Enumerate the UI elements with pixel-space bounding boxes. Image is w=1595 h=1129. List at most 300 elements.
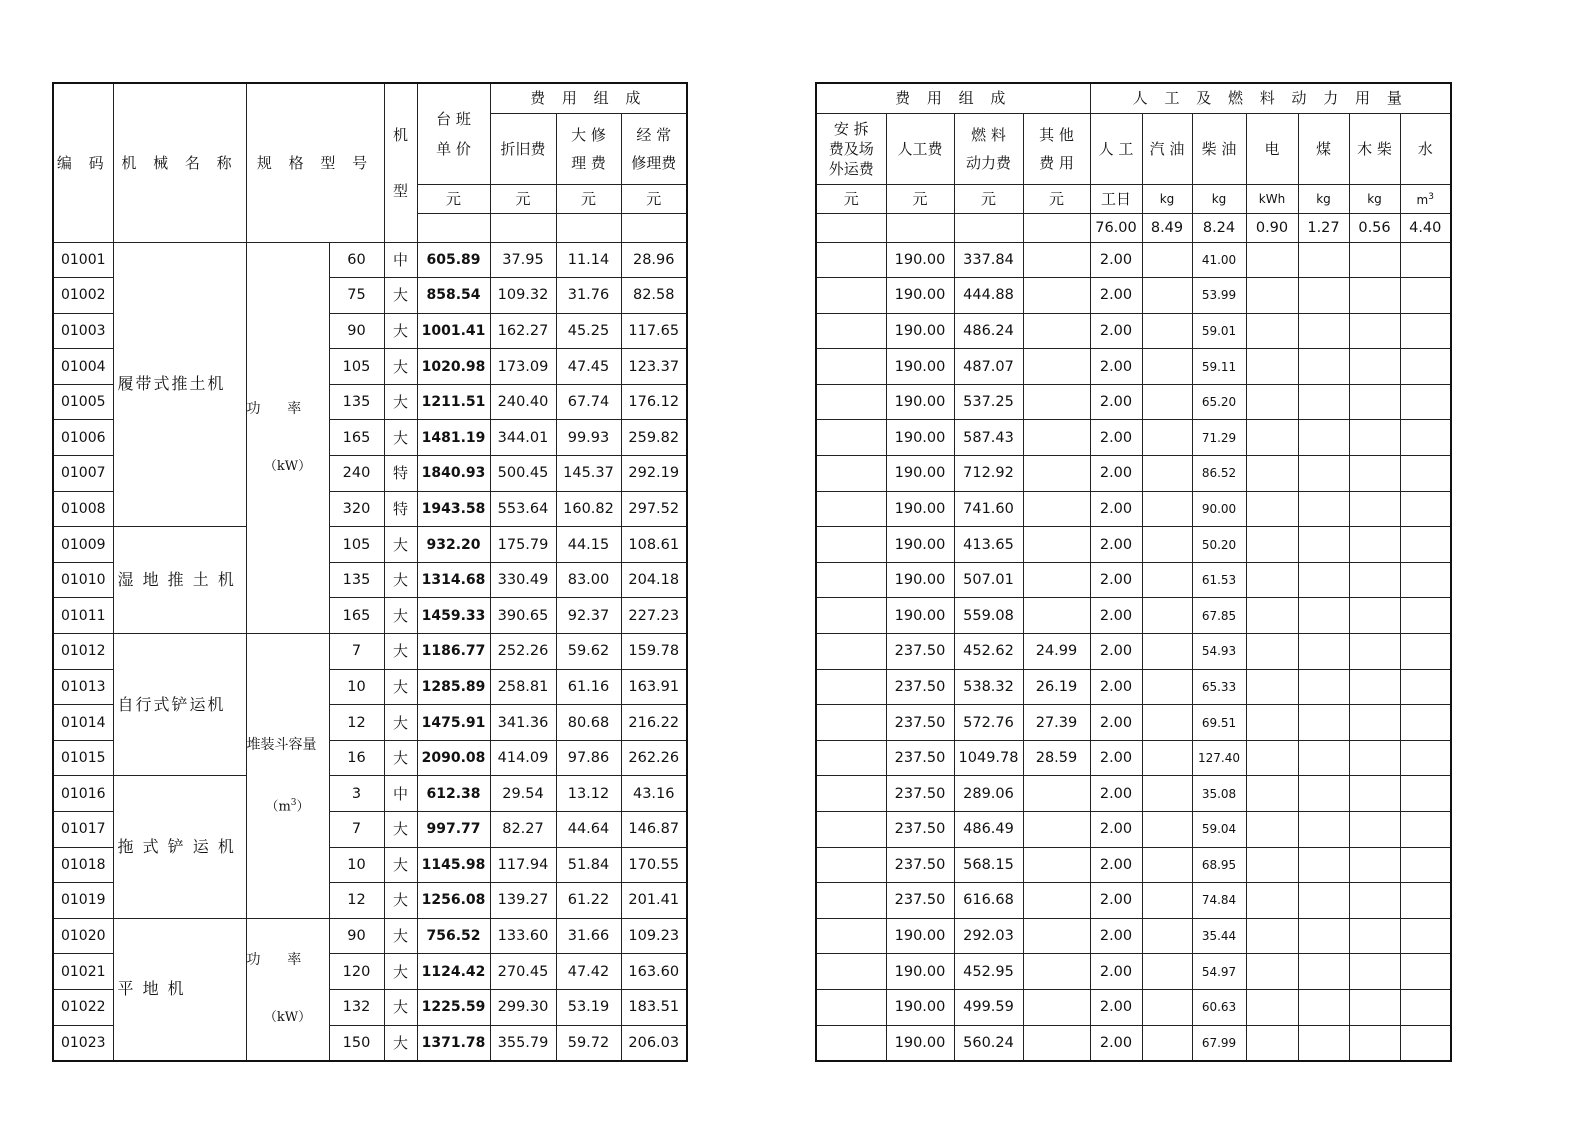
other-line-2: 费 用 bbox=[1039, 153, 1074, 172]
row-code: 01006 bbox=[53, 420, 113, 456]
row-code: 01015 bbox=[53, 740, 113, 776]
row-water bbox=[1400, 349, 1451, 385]
row-coal bbox=[1298, 456, 1349, 492]
row-workday: 2.00 bbox=[1090, 1025, 1142, 1061]
header-other-fee bbox=[1023, 113, 1090, 184]
row-repair: 201.41 bbox=[621, 883, 687, 919]
row-unit-price: 612.38 bbox=[417, 776, 490, 812]
row-install-fee bbox=[816, 918, 886, 954]
row-other-fee bbox=[1023, 812, 1090, 848]
unit-price-diesel: 8.24 bbox=[1192, 213, 1246, 242]
header-labor-fee: 人工费 bbox=[886, 113, 954, 184]
row-install-fee bbox=[816, 954, 886, 990]
row-repair: 204.18 bbox=[621, 562, 687, 598]
row-unit-price: 858.54 bbox=[417, 278, 490, 314]
row-gasoline bbox=[1142, 278, 1192, 314]
spec-unit-sup: 3 bbox=[290, 797, 297, 808]
row-type: 大 bbox=[384, 812, 417, 848]
table-row bbox=[816, 883, 1451, 919]
row-coal bbox=[1298, 598, 1349, 634]
row-size: 75 bbox=[329, 278, 384, 314]
row-size: 3 bbox=[329, 776, 384, 812]
row-electricity bbox=[1246, 847, 1298, 883]
row-labor-fee: 190.00 bbox=[886, 420, 954, 456]
row-water bbox=[1400, 562, 1451, 598]
row-depreciation: 109.32 bbox=[490, 278, 556, 314]
row-labor-fee: 237.50 bbox=[886, 740, 954, 776]
spec-unit bbox=[247, 774, 329, 836]
row-labor-fee: 190.00 bbox=[886, 456, 954, 492]
table-row bbox=[816, 527, 1451, 563]
row-coal bbox=[1298, 634, 1349, 670]
row-type: 中 bbox=[384, 776, 417, 812]
row-code: 01016 bbox=[53, 776, 113, 812]
row-unit-price: 1211.51 bbox=[417, 384, 490, 420]
unit-yuan: 元 bbox=[816, 184, 886, 213]
row-overhaul: 99.93 bbox=[556, 420, 621, 456]
unit-yuan: 元 bbox=[886, 184, 954, 213]
row-firewood bbox=[1349, 989, 1400, 1025]
row-fuel-fee: 568.15 bbox=[954, 847, 1023, 883]
row-depreciation: 355.79 bbox=[490, 1025, 556, 1061]
row-gasoline bbox=[1142, 847, 1192, 883]
row-size: 7 bbox=[329, 634, 384, 670]
row-workday: 2.00 bbox=[1090, 989, 1142, 1025]
row-depreciation: 133.60 bbox=[490, 918, 556, 954]
header-code: 编 码 bbox=[53, 83, 113, 242]
row-electricity bbox=[1246, 918, 1298, 954]
unit-kg: kg bbox=[1349, 184, 1400, 213]
table-row bbox=[816, 562, 1451, 598]
row-gasoline bbox=[1142, 384, 1192, 420]
row-workday: 2.00 bbox=[1090, 491, 1142, 527]
table-row bbox=[53, 634, 687, 670]
row-type: 大 bbox=[384, 954, 417, 990]
header-gasoline: 汽 油 bbox=[1142, 113, 1192, 184]
unit-price-line-1: 台 班 bbox=[436, 109, 471, 128]
row-size: 60 bbox=[329, 242, 384, 278]
row-other-fee bbox=[1023, 349, 1090, 385]
row-fuel-fee: 537.25 bbox=[954, 384, 1023, 420]
unit-price-electricity: 0.90 bbox=[1246, 213, 1298, 242]
row-size: 165 bbox=[329, 598, 384, 634]
row-repair: 206.03 bbox=[621, 1025, 687, 1061]
row-labor-fee: 190.00 bbox=[886, 349, 954, 385]
row-code: 01003 bbox=[53, 313, 113, 349]
row-firewood bbox=[1349, 242, 1400, 278]
row-coal bbox=[1298, 349, 1349, 385]
row-fuel-fee: 560.24 bbox=[954, 1025, 1023, 1061]
row-repair: 163.60 bbox=[621, 954, 687, 990]
blank-cell bbox=[621, 213, 687, 242]
row-water bbox=[1400, 954, 1451, 990]
row-electricity bbox=[1246, 740, 1298, 776]
fuel-line-1: 燃 料 bbox=[971, 125, 1006, 144]
row-diesel: 50.20 bbox=[1192, 527, 1246, 563]
row-repair: 146.87 bbox=[621, 812, 687, 848]
blank-cell bbox=[954, 213, 1023, 242]
row-unit-price: 1314.68 bbox=[417, 562, 490, 598]
row-firewood bbox=[1349, 384, 1400, 420]
row-other-fee bbox=[1023, 527, 1090, 563]
row-fuel-fee: 289.06 bbox=[954, 776, 1023, 812]
row-repair: 82.58 bbox=[621, 278, 687, 314]
row-firewood bbox=[1349, 634, 1400, 670]
row-overhaul: 51.84 bbox=[556, 847, 621, 883]
row-other-fee bbox=[1023, 420, 1090, 456]
row-size: 12 bbox=[329, 883, 384, 919]
row-fuel-fee: 507.01 bbox=[954, 562, 1023, 598]
row-unit-price: 1481.19 bbox=[417, 420, 490, 456]
row-size: 320 bbox=[329, 491, 384, 527]
row-labor-fee: 190.00 bbox=[886, 989, 954, 1025]
header-labor-group: 人 工 及 燃 料 动 力 用 量 bbox=[1090, 83, 1451, 113]
row-labor-fee: 190.00 bbox=[886, 1025, 954, 1061]
row-diesel: 86.52 bbox=[1192, 456, 1246, 492]
row-diesel: 41.00 bbox=[1192, 242, 1246, 278]
row-install-fee bbox=[816, 384, 886, 420]
row-water bbox=[1400, 384, 1451, 420]
header-coal: 煤 bbox=[1298, 113, 1349, 184]
row-gasoline bbox=[1142, 349, 1192, 385]
row-repair: 109.23 bbox=[621, 918, 687, 954]
row-diesel: 90.00 bbox=[1192, 491, 1246, 527]
row-install-fee bbox=[816, 313, 886, 349]
row-code: 01022 bbox=[53, 989, 113, 1025]
row-size: 135 bbox=[329, 562, 384, 598]
row-repair: 292.19 bbox=[621, 456, 687, 492]
row-code: 01013 bbox=[53, 669, 113, 705]
row-labor-fee: 237.50 bbox=[886, 776, 954, 812]
row-gasoline bbox=[1142, 705, 1192, 741]
row-unit-price: 1840.93 bbox=[417, 456, 490, 492]
header-firewood: 木 柴 bbox=[1349, 113, 1400, 184]
row-electricity bbox=[1246, 954, 1298, 990]
repair-line-1: 经 常 bbox=[636, 125, 672, 144]
blank-cell bbox=[1023, 213, 1090, 242]
row-depreciation: 344.01 bbox=[490, 420, 556, 456]
row-install-fee bbox=[816, 278, 886, 314]
row-overhaul: 61.16 bbox=[556, 669, 621, 705]
row-code: 01001 bbox=[53, 242, 113, 278]
row-labor-fee: 237.50 bbox=[886, 634, 954, 670]
row-install-fee bbox=[816, 705, 886, 741]
row-fuel-fee: 572.76 bbox=[954, 705, 1023, 741]
row-unit-price: 1020.98 bbox=[417, 349, 490, 385]
row-water bbox=[1400, 456, 1451, 492]
unit-m-label: m bbox=[1416, 193, 1429, 207]
row-fuel-fee: 444.88 bbox=[954, 278, 1023, 314]
table-row bbox=[816, 740, 1451, 776]
row-fuel-fee: 413.65 bbox=[954, 527, 1023, 563]
row-water bbox=[1400, 989, 1451, 1025]
unit-kg: kg bbox=[1298, 184, 1349, 213]
row-depreciation: 240.40 bbox=[490, 384, 556, 420]
row-electricity bbox=[1246, 384, 1298, 420]
row-electricity bbox=[1246, 349, 1298, 385]
row-size: 150 bbox=[329, 1025, 384, 1061]
row-diesel: 127.40 bbox=[1192, 740, 1246, 776]
row-size: 105 bbox=[329, 527, 384, 563]
row-repair: 117.65 bbox=[621, 313, 687, 349]
row-type: 大 bbox=[384, 883, 417, 919]
row-depreciation: 29.54 bbox=[490, 776, 556, 812]
row-unit-price: 1256.08 bbox=[417, 883, 490, 919]
row-depreciation: 175.79 bbox=[490, 527, 556, 563]
row-type: 大 bbox=[384, 349, 417, 385]
row-labor-fee: 237.50 bbox=[886, 883, 954, 919]
row-other-fee bbox=[1023, 242, 1090, 278]
row-code: 01007 bbox=[53, 456, 113, 492]
row-coal bbox=[1298, 313, 1349, 349]
row-code: 01002 bbox=[53, 278, 113, 314]
row-coal bbox=[1298, 883, 1349, 919]
row-install-fee bbox=[816, 669, 886, 705]
row-repair: 170.55 bbox=[621, 847, 687, 883]
row-electricity bbox=[1246, 669, 1298, 705]
row-fuel-fee: 741.60 bbox=[954, 491, 1023, 527]
row-gasoline bbox=[1142, 954, 1192, 990]
row-coal bbox=[1298, 812, 1349, 848]
row-coal bbox=[1298, 1025, 1349, 1061]
row-water bbox=[1400, 847, 1451, 883]
row-install-fee bbox=[816, 420, 886, 456]
row-workday: 2.00 bbox=[1090, 634, 1142, 670]
table-row bbox=[816, 242, 1451, 278]
row-size: 7 bbox=[329, 812, 384, 848]
row-electricity bbox=[1246, 989, 1298, 1025]
row-overhaul: 59.62 bbox=[556, 634, 621, 670]
unit-price-gasoline: 8.49 bbox=[1142, 213, 1192, 242]
row-repair: 262.26 bbox=[621, 740, 687, 776]
row-workday: 2.00 bbox=[1090, 562, 1142, 598]
row-other-fee bbox=[1023, 313, 1090, 349]
row-firewood bbox=[1349, 918, 1400, 954]
blank-cell bbox=[816, 213, 886, 242]
row-workday: 2.00 bbox=[1090, 242, 1142, 278]
unit-yuan: 元 bbox=[1023, 184, 1090, 213]
row-water bbox=[1400, 705, 1451, 741]
table-row bbox=[816, 384, 1451, 420]
row-overhaul: 44.64 bbox=[556, 812, 621, 848]
row-other-fee bbox=[1023, 883, 1090, 919]
row-coal bbox=[1298, 705, 1349, 741]
spec-label: 堆装斗容量 bbox=[246, 736, 317, 753]
row-other-fee bbox=[1023, 384, 1090, 420]
row-diesel: 65.33 bbox=[1192, 669, 1246, 705]
row-type: 大 bbox=[384, 313, 417, 349]
row-firewood bbox=[1349, 812, 1400, 848]
row-depreciation: 299.30 bbox=[490, 989, 556, 1025]
row-water bbox=[1400, 242, 1451, 278]
row-size: 90 bbox=[329, 918, 384, 954]
table-row bbox=[816, 705, 1451, 741]
blank-cell bbox=[886, 213, 954, 242]
row-repair: 227.23 bbox=[621, 598, 687, 634]
row-workday: 2.00 bbox=[1090, 847, 1142, 883]
row-depreciation: 390.65 bbox=[490, 598, 556, 634]
spec-unit bbox=[247, 989, 329, 1047]
row-repair: 163.91 bbox=[621, 669, 687, 705]
row-firewood bbox=[1349, 278, 1400, 314]
spec-unit-text: （m bbox=[265, 799, 291, 815]
row-other-fee bbox=[1023, 491, 1090, 527]
row-other-fee bbox=[1023, 989, 1090, 1025]
header-water: 水 bbox=[1400, 113, 1451, 184]
row-unit-price: 1371.78 bbox=[417, 1025, 490, 1061]
unit-m3 bbox=[1400, 184, 1451, 213]
header-fuel-fee bbox=[954, 113, 1023, 184]
row-coal bbox=[1298, 562, 1349, 598]
unit-price-firewood: 0.56 bbox=[1349, 213, 1400, 242]
row-repair: 176.12 bbox=[621, 384, 687, 420]
spec-unit-text: （kW） bbox=[263, 458, 312, 474]
row-gasoline bbox=[1142, 527, 1192, 563]
table-row bbox=[816, 847, 1451, 883]
row-fuel-fee: 1049.78 bbox=[954, 740, 1023, 776]
row-depreciation: 252.26 bbox=[490, 634, 556, 670]
row-other-fee bbox=[1023, 598, 1090, 634]
table-row bbox=[816, 989, 1451, 1025]
table-row bbox=[816, 456, 1451, 492]
table-row bbox=[53, 242, 687, 278]
row-overhaul: 13.12 bbox=[556, 776, 621, 812]
install-line-1: 安 拆 bbox=[833, 119, 869, 138]
row-workday: 2.00 bbox=[1090, 705, 1142, 741]
row-workday: 2.00 bbox=[1090, 740, 1142, 776]
table-row bbox=[53, 527, 687, 563]
spec-unit-text: （kW） bbox=[263, 1010, 312, 1026]
row-gasoline bbox=[1142, 776, 1192, 812]
row-firewood bbox=[1349, 847, 1400, 883]
row-code: 01021 bbox=[53, 954, 113, 990]
row-overhaul: 61.22 bbox=[556, 883, 621, 919]
row-fuel-fee: 538.32 bbox=[954, 669, 1023, 705]
row-workday: 2.00 bbox=[1090, 954, 1142, 990]
row-firewood bbox=[1349, 883, 1400, 919]
row-fuel-fee: 587.43 bbox=[954, 420, 1023, 456]
row-type: 大 bbox=[384, 989, 417, 1025]
row-install-fee bbox=[816, 776, 886, 812]
row-depreciation: 553.64 bbox=[490, 491, 556, 527]
row-overhaul: 44.15 bbox=[556, 527, 621, 563]
row-gasoline bbox=[1142, 491, 1192, 527]
row-firewood bbox=[1349, 349, 1400, 385]
row-electricity bbox=[1246, 562, 1298, 598]
row-electricity bbox=[1246, 598, 1298, 634]
row-size: 16 bbox=[329, 740, 384, 776]
row-electricity bbox=[1246, 705, 1298, 741]
row-other-fee: 26.19 bbox=[1023, 669, 1090, 705]
row-labor-fee: 237.50 bbox=[886, 669, 954, 705]
row-coal bbox=[1298, 491, 1349, 527]
unit-yuan: 元 bbox=[417, 184, 490, 213]
row-water bbox=[1400, 420, 1451, 456]
row-depreciation: 37.95 bbox=[490, 242, 556, 278]
row-type: 中 bbox=[384, 242, 417, 278]
row-other-fee bbox=[1023, 278, 1090, 314]
row-repair: 28.96 bbox=[621, 242, 687, 278]
row-other-fee bbox=[1023, 1025, 1090, 1061]
row-labor-fee: 190.00 bbox=[886, 491, 954, 527]
row-diesel: 61.53 bbox=[1192, 562, 1246, 598]
row-labor-fee: 237.50 bbox=[886, 812, 954, 848]
row-coal bbox=[1298, 776, 1349, 812]
row-gasoline bbox=[1142, 989, 1192, 1025]
row-fuel-fee: 712.92 bbox=[954, 456, 1023, 492]
row-coal bbox=[1298, 954, 1349, 990]
unit-yuan: 元 bbox=[954, 184, 1023, 213]
row-gasoline bbox=[1142, 420, 1192, 456]
row-firewood bbox=[1349, 456, 1400, 492]
row-size: 240 bbox=[329, 456, 384, 492]
row-overhaul: 83.00 bbox=[556, 562, 621, 598]
row-type: 大 bbox=[384, 527, 417, 563]
row-firewood bbox=[1349, 776, 1400, 812]
row-water bbox=[1400, 278, 1451, 314]
header-cost-group: 费 用 组 成 bbox=[816, 83, 1090, 113]
unit-kg: kg bbox=[1142, 184, 1192, 213]
type-label: 机型 bbox=[392, 125, 408, 200]
row-labor-fee: 190.00 bbox=[886, 562, 954, 598]
row-repair: 123.37 bbox=[621, 349, 687, 385]
row-repair: 159.78 bbox=[621, 634, 687, 670]
row-workday: 2.00 bbox=[1090, 598, 1142, 634]
row-depreciation: 82.27 bbox=[490, 812, 556, 848]
row-workday: 2.00 bbox=[1090, 456, 1142, 492]
row-water bbox=[1400, 491, 1451, 527]
row-overhaul: 97.86 bbox=[556, 740, 621, 776]
row-diesel: 54.93 bbox=[1192, 634, 1246, 670]
row-depreciation: 414.09 bbox=[490, 740, 556, 776]
table-row bbox=[816, 420, 1451, 456]
row-water bbox=[1400, 776, 1451, 812]
header-electricity: 电 bbox=[1246, 113, 1298, 184]
row-firewood bbox=[1349, 1025, 1400, 1061]
row-unit-price: 1145.98 bbox=[417, 847, 490, 883]
row-unit-price: 1124.42 bbox=[417, 954, 490, 990]
row-water bbox=[1400, 812, 1451, 848]
row-gasoline bbox=[1142, 598, 1192, 634]
row-electricity bbox=[1246, 313, 1298, 349]
row-fuel-fee: 452.62 bbox=[954, 634, 1023, 670]
row-repair: 297.52 bbox=[621, 491, 687, 527]
row-overhaul: 47.42 bbox=[556, 954, 621, 990]
row-gasoline bbox=[1142, 883, 1192, 919]
row-overhaul: 31.76 bbox=[556, 278, 621, 314]
row-workday: 2.00 bbox=[1090, 420, 1142, 456]
row-workday: 2.00 bbox=[1090, 669, 1142, 705]
row-coal bbox=[1298, 527, 1349, 563]
row-type: 大 bbox=[384, 669, 417, 705]
row-type: 特 bbox=[384, 491, 417, 527]
table-row bbox=[816, 812, 1451, 848]
row-type: 大 bbox=[384, 918, 417, 954]
row-coal bbox=[1298, 384, 1349, 420]
row-firewood bbox=[1349, 705, 1400, 741]
row-other-fee: 28.59 bbox=[1023, 740, 1090, 776]
row-code: 01010 bbox=[53, 562, 113, 598]
row-overhaul: 145.37 bbox=[556, 456, 621, 492]
machine-group-name: 拖 式 铲 运 机 bbox=[113, 776, 246, 918]
row-install-fee bbox=[816, 989, 886, 1025]
row-gasoline bbox=[1142, 562, 1192, 598]
row-diesel: 71.29 bbox=[1192, 420, 1246, 456]
row-water bbox=[1400, 634, 1451, 670]
row-diesel: 67.99 bbox=[1192, 1025, 1246, 1061]
unit-m-sup: 3 bbox=[1428, 192, 1434, 202]
row-gasoline bbox=[1142, 242, 1192, 278]
